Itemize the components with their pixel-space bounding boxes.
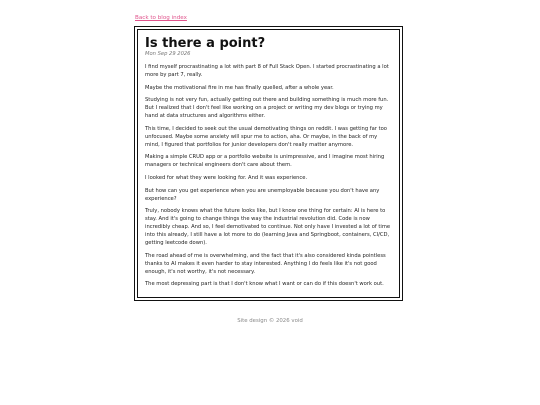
post-paragraph: Truly, nobody knows what the future looks like, but I know one thing for certain: AI is here to stay. And it's going to change things the way the industrial revolution did. Code is now incredibly cheap. And so, I feel demotivated to continue. Not only have I invested a lot of time into this already, I still have a lot more to do (learning Java and Springboot, containers, CI/CD, getting leetcode down). [145, 208, 391, 247]
blog-post-card [134, 26, 403, 301]
post-body [145, 63, 392, 288]
post-paragraph: This time, I decided to seek out the usual demotivating things on reddit. I was getting far too unfocused. Maybe some anxiety will spur me to action, aha. Or maybe, in the back of my mind, I figured that portfolios for junior developers don't really matter anymore. [145, 125, 387, 148]
post-date: Mon Sep 29 2026 [145, 51, 191, 57]
post-paragraph: But how can you get experience when you are unemployable because you don't have any experience? [145, 187, 380, 202]
post-paragraph: I find myself procrastinating a lot with part 8 of Full Stack Open. I started procrastinating a lot more by part 7, really. [145, 64, 389, 78]
post-paragraph: The road ahead of me is overwhelming, and the fact that it's also considered kinda pointless thanks to AI makes it even harder to stay interested. Anything I do feels like it's not good enough, it's not worthy, it's not necessary. [145, 252, 386, 275]
post-paragraph: I looked for what they were looking for. And it was experience. [145, 174, 308, 181]
post-paragraph: Maybe the motivational fire in me has finally quelled, after a whole year. [145, 84, 334, 91]
post-paragraph: The most depressing part is that I don't know what I want or can do if this doesn't work out. [145, 281, 384, 288]
post-paragraph: Studying is not very fun, actually getting out there and building something is much more fun. But I realized that I don't feel like working on a project or writing my dev blogs or trying my hand at data structures and algorithms either. [145, 97, 389, 120]
site-footer: Site design © 2026 void [237, 318, 303, 324]
post-paragraph: Making a simple CRUD app or a portfolio website is unimpressive, and I imagine most hiring managers or technical engineers don't care about them. [145, 154, 385, 169]
back-to-blog-index-link[interactable]: Back to blog index [135, 15, 187, 21]
blog-post-inner-frame [137, 29, 400, 298]
post-title: Is there a point? [145, 36, 266, 51]
